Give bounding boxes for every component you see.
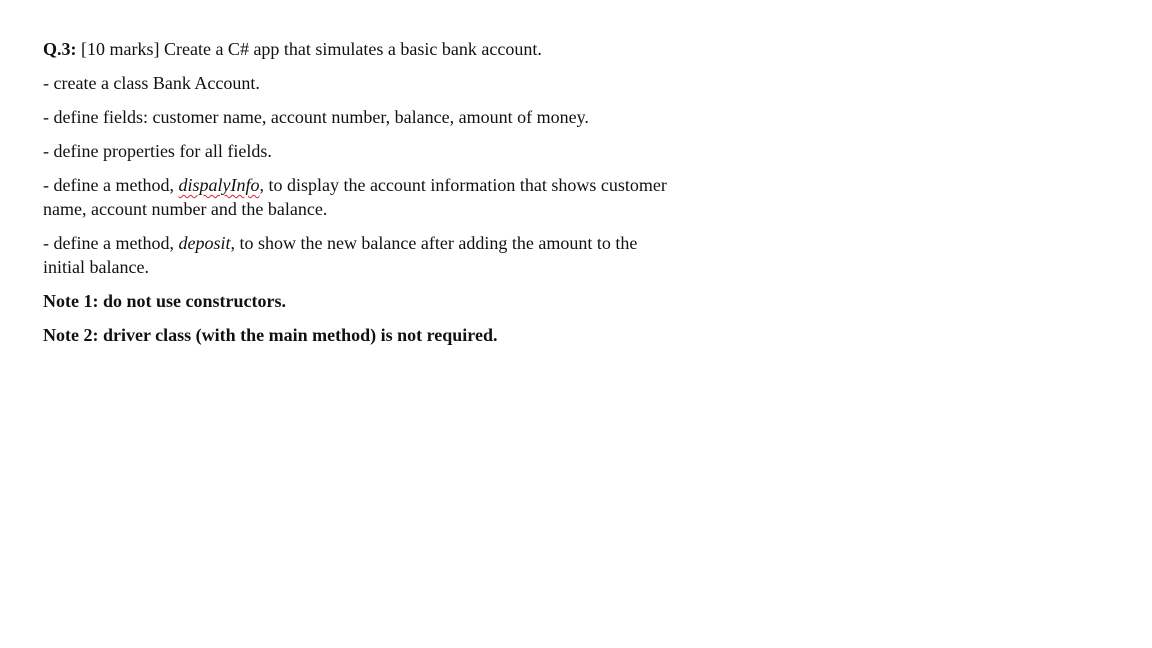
- note-1: Note 1: do not use constructors.: [43, 291, 286, 311]
- question-label: Q.3:: [43, 39, 77, 59]
- display-method-prefix: - define a method,: [43, 175, 179, 195]
- requirement-display-method: [43, 173, 683, 221]
- deposit-method-name: deposit: [178, 233, 231, 253]
- note-2: Note 2: driver class (with the main method) is not required.: [43, 325, 498, 345]
- requirement-class: - create a class Bank Account.: [43, 73, 260, 93]
- requirement-properties: - define properties for all fields.: [43, 141, 272, 161]
- deposit-method-prefix: - define a method,: [43, 233, 179, 253]
- deposit-method-suffix: , to show the new balance after adding the amount to the initial balance.: [43, 233, 638, 277]
- display-method-name: dispalyInfo: [178, 175, 260, 195]
- requirement-deposit-method: [43, 231, 683, 279]
- requirement-fields: - define fields: customer name, account number, balance, amount of money.: [43, 107, 589, 127]
- question-text: [10 marks] Create a C# app that simulates a basic bank account.: [76, 39, 542, 59]
- question-heading: [43, 37, 683, 61]
- display-method-suffix: , to display the account information that shows customer name, account number and the balance.: [43, 175, 667, 219]
